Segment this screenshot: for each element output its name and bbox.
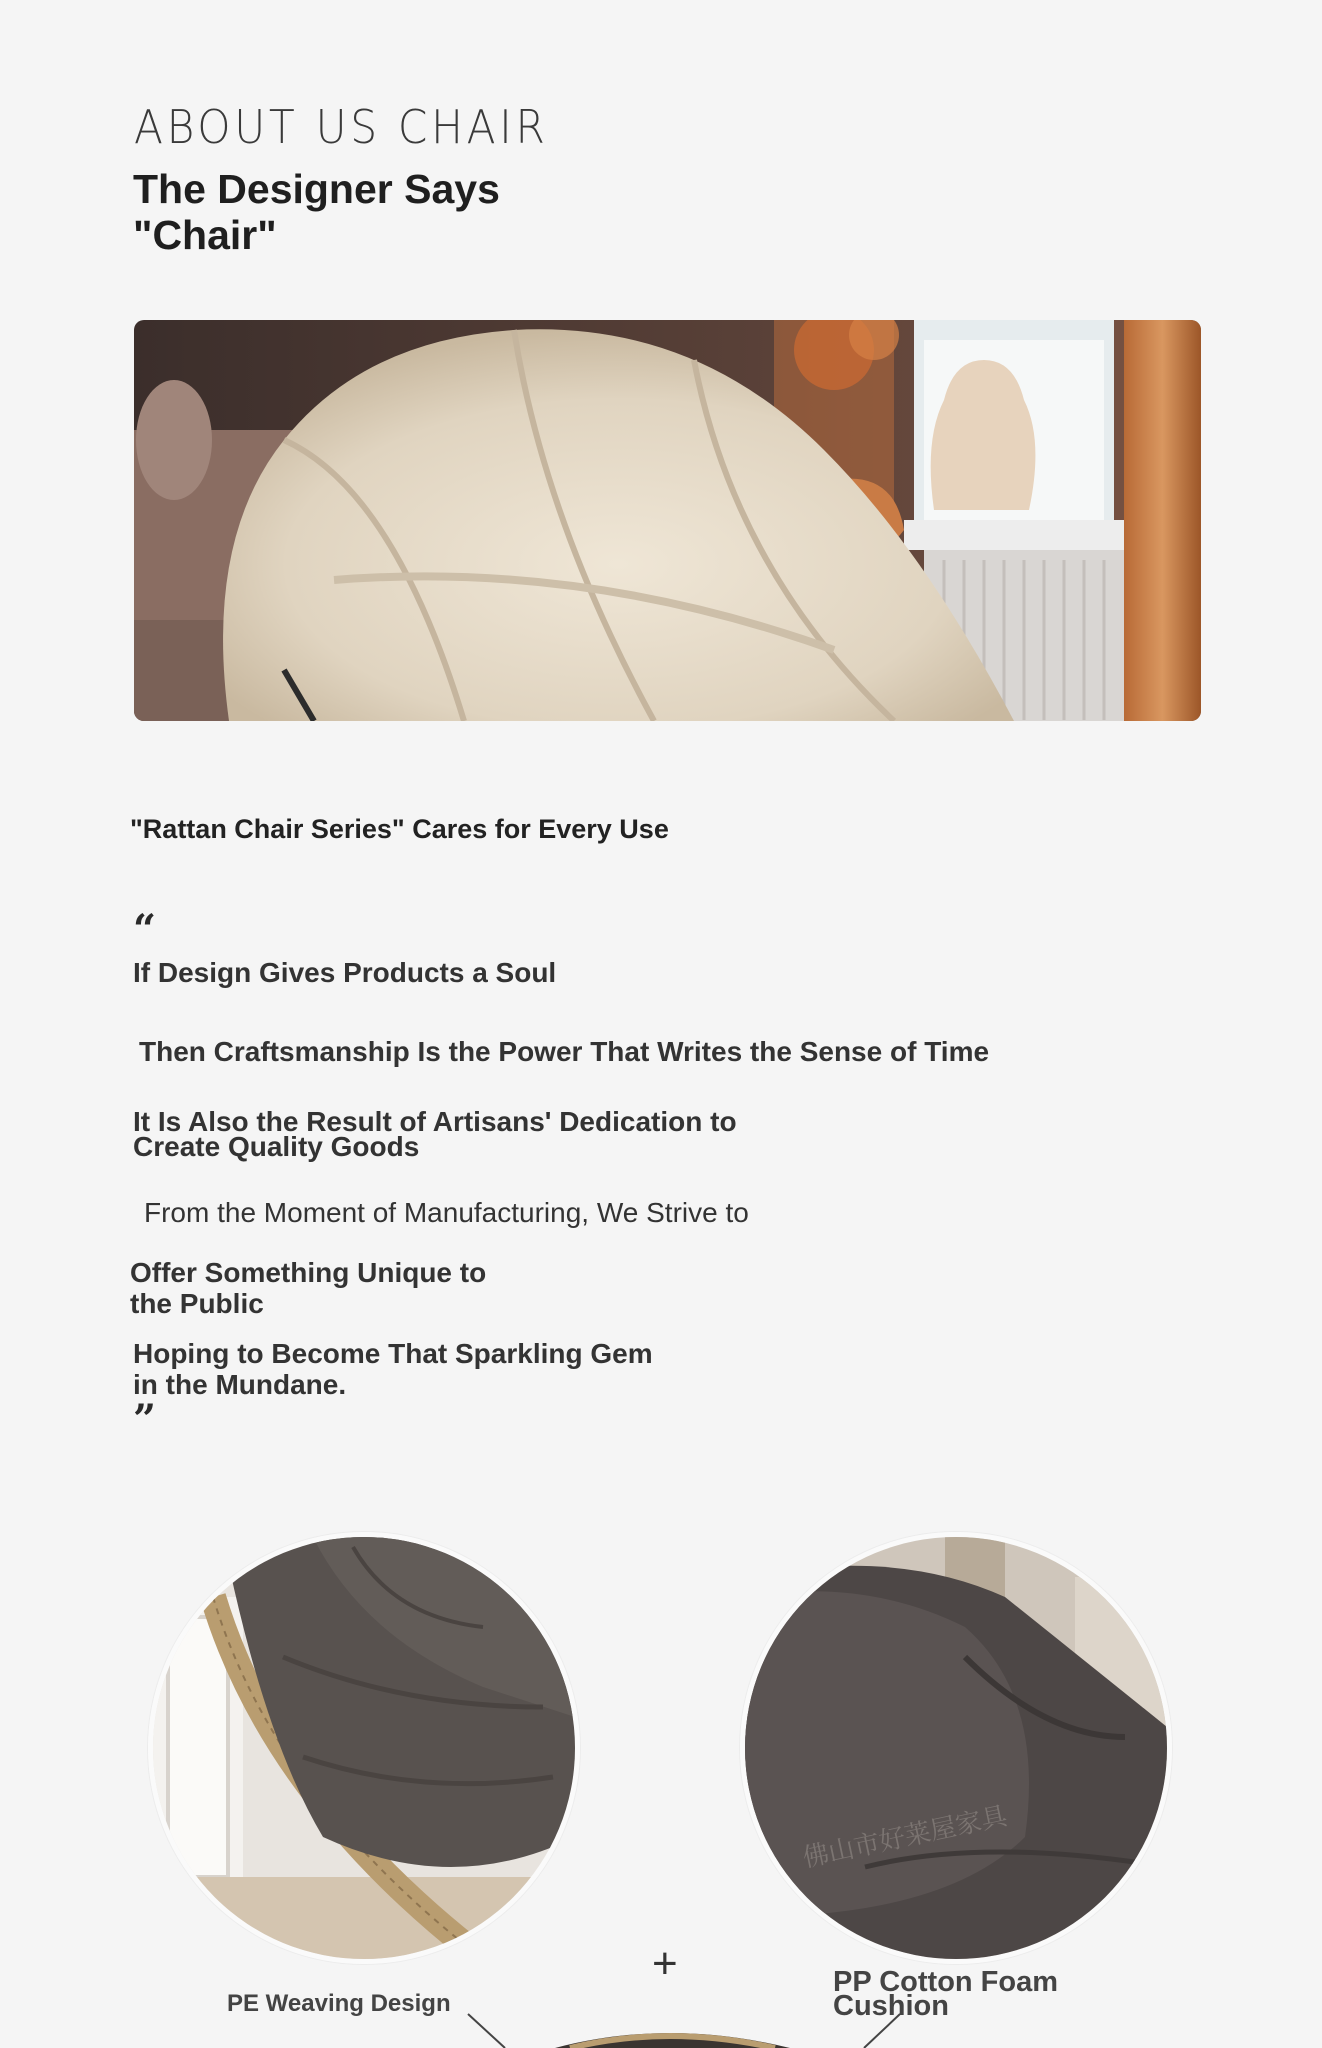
- series-title: "Rattan Chair Series" Cares for Every Use: [130, 814, 669, 844]
- quote-line: From the Moment of Manufacturing, We Strive to: [144, 1197, 749, 1228]
- headline: [133, 166, 500, 258]
- quote-line: Create Quality Goods: [133, 1131, 420, 1162]
- connector-lines: [0, 2010, 1322, 2048]
- pp-cushion-caption-line-2: Cushion: [833, 1990, 949, 2022]
- quote-line: Then Craftsmanship Is the Power That Writes the Sense of Time: [139, 1036, 990, 1067]
- watermark-text: 佛山市好莱屋家具: [800, 1801, 1010, 1874]
- quote-line: If Design Gives Products a Soul: [133, 957, 557, 988]
- close-quote-icon: ”: [133, 1396, 157, 1443]
- pe-weaving-caption: PE Weaving Design: [227, 1990, 451, 2017]
- quote-line: Hoping to Become That Sparkling Gem: [133, 1338, 653, 1369]
- hero-chair-image: [134, 320, 1201, 721]
- pe-weaving-image: [148, 1532, 580, 1964]
- open-quote-icon: “: [133, 906, 157, 953]
- plus-icon: +: [652, 1939, 678, 1988]
- quote-line: the Public: [130, 1288, 264, 1319]
- quote-line: in the Mundane.: [133, 1369, 347, 1400]
- pp-cushion-image: [740, 1532, 1172, 1964]
- brand-title: ABOUT US CHAIR: [134, 100, 549, 154]
- headline-line-1: The Designer Says: [133, 166, 500, 212]
- quote-line: Offer Something Unique to: [130, 1257, 487, 1288]
- pp-cushion-caption-line-1: PP Cotton Foam: [833, 1966, 1059, 1998]
- headline-line-2: "Chair": [133, 212, 277, 258]
- quote-line: It Is Also the Result of Artisans' Dedication to: [133, 1106, 737, 1137]
